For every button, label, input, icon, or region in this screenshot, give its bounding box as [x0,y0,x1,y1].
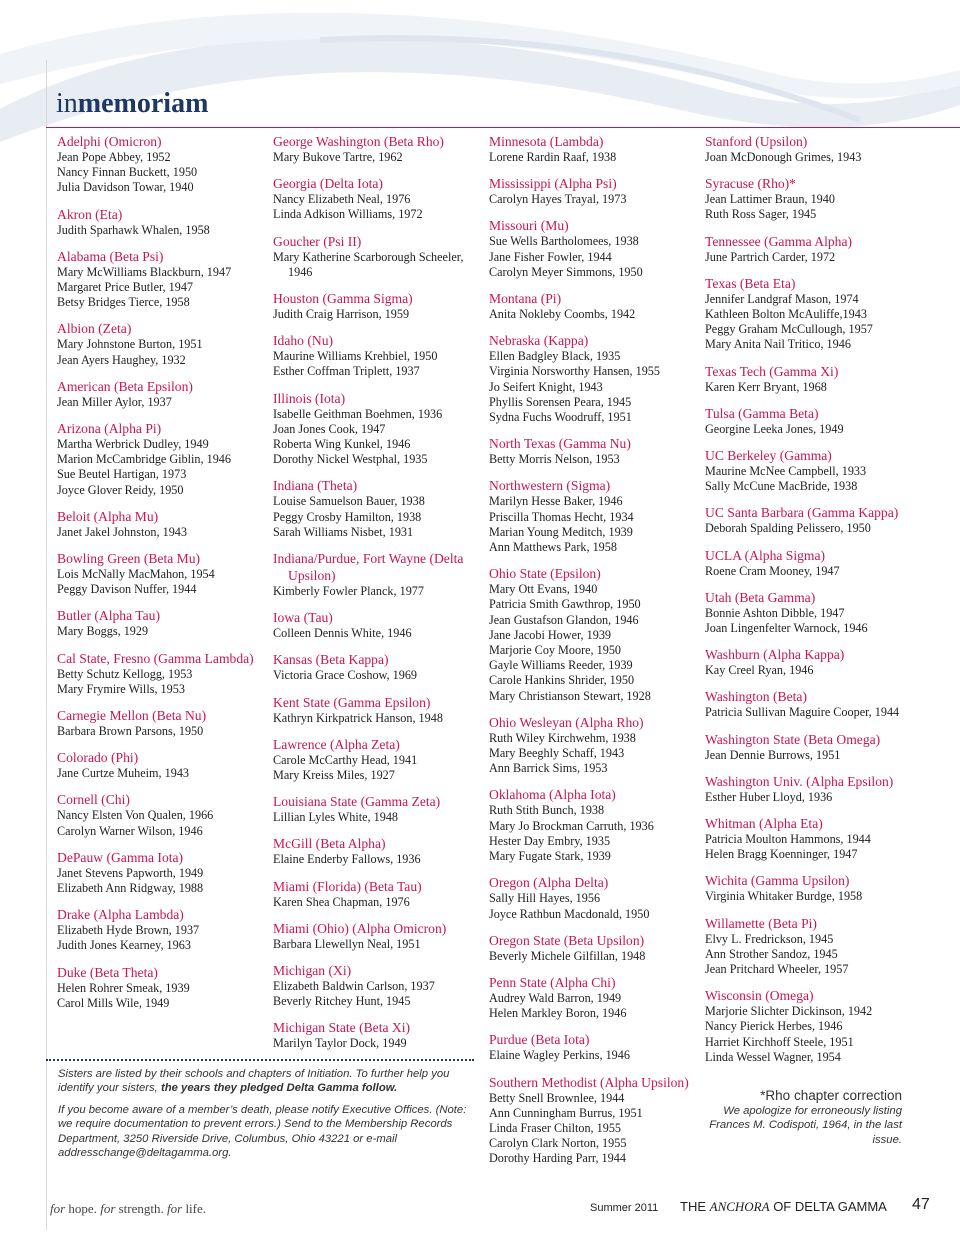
chapter-name: Whitman (Alpha Eta) [705,816,823,832]
chapter-block [273,290,479,322]
chapter-block [57,133,263,196]
chapter-name: Indiana (Theta) [273,478,358,494]
issue-season: Summer 2011 [590,1202,659,1214]
chapter-block [705,915,911,978]
member-entry: Kathleen Bolton McAuliffe,1943 [705,307,867,322]
chapter-block [489,565,695,704]
member-entry: Helen Markley Boron, 1946 [489,1006,627,1021]
chapter-name: Alabama (Beta Psi) [57,248,164,264]
member-entry: Dorothy Nickel Westphal, 1935 [273,452,428,467]
chapter-name: Carnegie Mellon (Beta Nu) [57,708,207,724]
chapter-name: Texas (Beta Eta) [705,275,796,291]
chapter-name: Adelphi (Omicron) [57,134,162,149]
member-entry: Carolyn Meyer Simmons, 1950 [489,264,643,279]
chapter-block [57,707,263,739]
chapter-block [57,508,263,540]
member-entry: Judith Craig Harrison, 1959 [273,307,410,322]
member-entry: Carolyn Warner Wilson, 1946 [57,823,203,838]
chapter-block [705,363,911,395]
chapter-name: Albion (Zeta) [57,321,132,337]
chapter-name: Washington Univ. (Alpha Epsilon) [705,773,894,789]
correction-title: *Rho chapter correction [760,1088,902,1103]
chapter-block [705,987,911,1065]
chapter-block [57,749,263,781]
member-entry: Lois McNally MacMahon, 1954 [57,567,215,582]
title-main: memoriam [77,88,209,119]
chapter-name: Idaho (Nu) [273,333,334,349]
chapter-name: Lawrence (Alpha Zeta) [273,736,400,752]
member-entry: Elaine Wagley Perkins, 1946 [489,1048,630,1063]
member-entry: Karen Shea Chapman, 1976 [273,894,410,909]
chapter-block [489,133,695,165]
chapter-block [489,477,695,555]
member-entry: Betty Schutz Kellogg, 1953 [57,666,193,681]
chapter-block [273,390,479,468]
chapter-name: Missouri (Mu) [489,218,569,234]
member-entry: Mary Boggs, 1929 [57,624,149,639]
footer-motto [50,1201,206,1217]
member-entry: Helen Bragg Koenninger, 1947 [705,847,858,862]
chapter-name: Willamette (Beta Pi) [705,915,817,931]
member-entry: Betty Morris Nelson, 1953 [489,452,620,467]
member-entry: Elvy L. Fredrickson, 1945 [705,931,834,946]
member-entry: Jean Gustafson Glandon, 1946 [489,612,639,627]
correction-notice [704,1088,902,1147]
chapter-name: Utah (Beta Gamma) [705,589,816,605]
chapter-name: UC Santa Barbara (Gamma Kappa) [705,505,899,521]
member-entry: Betsy Bridges Tierce, 1958 [57,295,190,310]
chapter-name: Purdue (Beta Iota) [489,1032,590,1048]
chapter-block [705,405,911,437]
member-entry: Linda Wessel Wagner, 1954 [705,1049,841,1064]
member-entry: Ruth Stith Bunch, 1938 [489,803,605,818]
member-entry: Colleen Dennis White, 1946 [273,626,412,641]
chapter-block [273,793,479,825]
member-entry: Marjorie Slichter Dickinson, 1942 [705,1004,873,1019]
title-prefix: in [56,88,78,119]
chapter-name: George Washington (Beta Rho) [273,134,444,149]
chapter-block [489,175,695,207]
chapter-name: Tennessee (Gamma Alpha) [705,233,853,249]
member-entry: Joyce Glover Reidy, 1950 [57,482,184,497]
chapter-name: Michigan State (Beta Xi) [273,1020,411,1036]
member-entry: Sarah Williams Nisbet, 1931 [273,524,414,539]
motto-part-6: life. [182,1201,207,1216]
chapter-name: Cornell (Chi) [57,792,130,808]
chapter-name: American (Beta Epsilon) [57,378,193,394]
member-entry: Peggy Crosby Hamilton, 1938 [273,509,422,524]
member-entry: Mary Jo Brockman Carruth, 1936 [489,818,654,833]
member-entry: Deborah Spalding Pelissero, 1950 [705,521,871,536]
chapter-block [705,815,911,862]
member-entry: Jane Fisher Fowler, 1944 [489,249,612,264]
member-entry: Karen Kerr Bryant, 1968 [705,379,827,394]
magazine-name [680,1199,887,1215]
member-entry: Audrey Wald Barron, 1949 [489,990,622,1005]
chapter-name: Penn State (Alpha Chi) [489,974,616,990]
chapter-name: Arizona (Alpha Pi) [57,421,162,437]
chapter-block [489,974,695,1021]
chapter-name: Beloit (Alpha Mu) [57,508,159,524]
member-entry: Mary Beeghly Schaff, 1943 [489,746,625,761]
member-entry: Georgine Leeka Jones, 1949 [705,421,844,436]
magazine-title: ANCHORA [709,1199,770,1214]
member-entry: Jean Pope Abbey, 1952 [57,150,171,164]
member-entry: Elizabeth Hyde Brown, 1937 [57,923,200,938]
member-entry: Marilyn Taylor Dock, 1949 [273,1036,407,1051]
chapter-block [57,206,263,238]
chapter-name: Texas Tech (Gamma Xi) [705,363,839,379]
chapter-name: Montana (Pi) [489,291,562,307]
member-entry: Ann Strother Sandoz, 1945 [705,946,838,961]
member-entry: Mary Anita Nail Tritico, 1946 [705,337,851,352]
chapter-block [489,290,695,322]
member-entry: Linda Adkison Williams, 1972 [273,207,423,222]
chapter-block [273,694,479,726]
chapter-block [489,435,695,467]
chapter-block [273,962,479,1009]
member-entry: Marilyn Hesse Baker, 1946 [489,494,623,509]
member-entry: Carol Mills Wile, 1949 [57,995,170,1010]
chapter-block [489,874,695,921]
member-entry: Kathryn Kirkpatrick Hanson, 1948 [273,710,443,725]
member-entry: Phyllis Sorensen Peara, 1945 [489,394,632,409]
page-number: 47 [912,1196,930,1213]
member-entry: Carole McCarthy Head, 1941 [273,752,418,767]
chapter-block [273,1019,479,1051]
member-entry: Elizabeth Baldwin Carlson, 1937 [273,979,435,994]
chapter-name: Wisconsin (Omega) [705,988,814,1004]
member-entry: Carole Hankins Shrider, 1950 [489,673,635,688]
chapter-name: Louisiana State (Gamma Zeta) [273,794,441,810]
chapter-block [57,849,263,896]
member-entry: Patricia Sullivan Maguire Cooper, 1944 [705,705,900,720]
chapter-block [57,650,263,697]
motto-part-3: for [100,1201,116,1216]
note-text: Sisters are listed by their schools and chapters of Initiation. To further help you identify your sisters, [58,1068,450,1095]
chapter-block [57,420,263,498]
member-entry: Virginia Norsworthy Hansen, 1955 [489,364,660,379]
member-entry: Ann Matthews Park, 1958 [489,540,617,555]
member-entry: Linda Fraser Chilton, 1955 [489,1120,622,1135]
chapter-name: Wichita (Gamma Upsilon) [705,873,850,889]
chapter-name: Ohio Wesleyan (Alpha Rho) [489,714,644,730]
member-entry: Nancy Elsten Von Qualen, 1966 [57,808,214,823]
chapter-name: Iowa (Tau) [273,610,333,626]
member-entry: Hester Day Embry, 1935 [489,833,611,848]
member-entry: Dorothy Harding Parr, 1944 [489,1151,626,1166]
note-paragraph-1 [58,1067,474,1096]
chapter-name: Mississippi (Alpha Psi) [489,176,617,192]
note-divider [46,1059,474,1061]
member-entry: Gayle Williams Reeder, 1939 [489,658,633,673]
chapter-name: Kent State (Gamma Epsilon) [273,694,431,710]
member-entry: Nancy Elizabeth Neal, 1976 [273,192,411,207]
member-entry: Sally Hill Hayes, 1956 [489,891,601,906]
chapter-name: Tulsa (Gamma Beta) [705,405,819,421]
member-entry: Barbara Llewellyn Neal, 1951 [273,936,421,951]
member-entry: Mary McWilliams Blackburn, 1947 [57,264,232,279]
member-entry: Patricia Moulton Hammons, 1944 [705,832,871,847]
member-entry: Maurine McNee Campbell, 1933 [705,464,867,479]
chapter-block [705,504,911,536]
member-entry: Julia Davidson Towar, 1940 [57,180,194,195]
member-entry: Lorene Rardin Raaf, 1938 [489,150,617,164]
member-entry: Jean Ayers Haughey, 1932 [57,352,186,367]
member-entry: Roberta Wing Kunkel, 1946 [273,437,411,452]
chapter-block [273,651,479,683]
chapter-block [489,332,695,425]
chapter-name: Indiana/Purdue, Fort Wayne (Delta Upsilon) [273,551,464,584]
chapter-block [705,447,911,494]
chapter-block [273,609,479,641]
member-entry: Judith Sparhawk Whalen, 1958 [57,222,210,237]
member-entry: Louise Samuelson Bauer, 1938 [273,494,425,509]
chapter-name: North Texas (Gamma Nu) [489,436,631,452]
member-entry: Beverly Michele Gilfillan, 1948 [489,948,646,963]
chapter-block [489,1031,695,1063]
motto-part-1: for [50,1201,66,1216]
member-entry: Harriet Kirchhoff Steele, 1951 [705,1034,854,1049]
chapter-block [489,786,695,864]
chapter-block [489,714,695,777]
chapter-block [705,688,911,720]
member-entry: Sue Beutel Hartigan, 1973 [57,467,187,482]
member-entry: Ellen Badgley Black, 1935 [489,349,621,364]
member-entry: Carolyn Hayes Trayal, 1973 [489,192,627,207]
member-entry: Helen Rohrer Smeak, 1939 [57,980,190,995]
member-entry: Marian Young Meditch, 1939 [489,524,633,539]
motto-part-4: strength. [115,1201,168,1216]
member-entry: Ann Barrick Sims, 1953 [489,761,608,776]
chapter-block [705,646,911,678]
chapter-name: UCLA (Alpha Sigma) [705,547,826,563]
member-entry: Mary Johnstone Burton, 1951 [57,337,203,352]
chapter-block [489,932,695,964]
member-entry: Mary Frymire Wills, 1953 [57,681,185,696]
chapter-block [489,1074,695,1167]
member-entry: Joan Lingenfelter Warnock, 1946 [705,621,868,636]
member-entry: Martha Werbrick Dudley, 1949 [57,437,209,452]
magazine-suffix: OF DELTA GAMMA [769,1199,887,1214]
member-entry: Barbara Brown Parsons, 1950 [57,724,204,739]
member-entry: Ruth Wiley Kirchwehm, 1938 [489,730,636,745]
column-3 [489,133,695,1177]
listing-note [58,1067,474,1167]
member-entry: Beverly Ritchey Hunt, 1945 [273,994,411,1009]
chapter-name: Oregon State (Beta Upsilon) [489,932,645,948]
member-entry: Elaine Enderby Fallows, 1936 [273,852,421,867]
chapter-name: Duke (Beta Theta) [57,964,158,980]
chapter-block [273,736,479,783]
chapter-name: Washington State (Beta Omega) [705,731,881,747]
member-entry: Jean Lattimer Braun, 1940 [705,192,835,207]
chapter-block [57,791,263,838]
note-emphasis: the years they pledged Delta Gamma follow. [160,1082,398,1095]
member-entry: Maurine Williams Krehbiel, 1950 [273,349,438,364]
chapter-name: Miami (Florida) (Beta Tau) [273,878,422,894]
member-entry: Betty Snell Brownlee, 1944 [489,1090,625,1105]
chapter-block [57,378,263,410]
chapter-name: Washington (Beta) [705,689,807,705]
member-entry: Jane Curtze Muheim, 1943 [57,766,190,781]
chapter-block [273,835,479,867]
chapter-name: DePauw (Gamma Iota) [57,849,184,865]
member-entry: Janet Stevens Papworth, 1949 [57,865,204,880]
chapter-name: Michigan (Xi) [273,963,352,979]
chapter-block [705,233,911,265]
member-entry: Jennifer Landgraf Mason, 1974 [705,291,859,306]
member-entry: Nancy Finnan Buckett, 1950 [57,165,198,180]
member-entry: Mary Ott Evans, 1940 [489,582,598,597]
chapter-block [57,964,263,1011]
member-entry: Jean Miller Aylor, 1937 [57,394,172,409]
chapter-name: Akron (Eta) [57,206,123,222]
chapter-name: Georgia (Delta Iota) [273,176,383,192]
member-entry: Esther Coffman Triplett, 1937 [273,364,420,379]
member-entry: Jean Dennie Burrows, 1951 [705,747,841,762]
member-entry: Joyce Rathbun Macdonald, 1950 [489,906,650,921]
member-entry: Mary Christianson Stewart, 1928 [489,688,651,703]
chapter-name: Butler (Alpha Tau) [57,608,160,624]
member-entry: Mary Bukove Tartre, 1962 [273,150,403,164]
chapter-name: Syracuse (Rho)* [705,176,796,192]
member-entry: Elizabeth Ann Ridgway, 1988 [57,881,204,896]
member-entry: June Partrich Carder, 1972 [705,249,836,264]
chapter-block [705,133,911,165]
member-entry: Roene Cram Mooney, 1947 [705,563,840,578]
correction-body: We apologize for erroneously listing Frances M. Codispoti, 1964, in the last issue. [709,1105,902,1146]
member-entry: Priscilla Thomas Hecht, 1934 [489,509,634,524]
member-entry: Victoria Grace Coshow, 1969 [273,668,418,683]
member-entry: Joan Jones Cook, 1947 [273,421,386,436]
chapter-name: Oklahoma (Alpha Iota) [489,787,616,803]
chapter-block [273,133,479,165]
chapter-name: Colorado (Phi) [57,750,139,766]
chapter-name: Southern Methodist (Alpha Upsilon) [489,1074,689,1090]
chapter-block [705,731,911,763]
member-entry: Carolyn Clark Norton, 1955 [489,1136,627,1151]
member-entry: Judith Jones Kearney, 1963 [57,938,191,953]
chapter-block [273,332,479,379]
member-entry: Nancy Pierick Herbes, 1946 [705,1019,843,1034]
motto-part-5: for [167,1201,183,1216]
chapter-name: Goucher (Psi II) [273,233,362,249]
chapter-block [705,547,911,579]
chapter-name: Miami (Ohio) (Alpha Omicron) [273,920,447,936]
member-entry: Isabelle Geithman Boehmen, 1936 [273,406,443,421]
member-entry: Peggy Davison Nuffer, 1944 [57,582,197,597]
column-2 [273,133,479,1062]
chapter-name: Houston (Gamma Sigma) [273,291,413,307]
member-entry: Marjorie Coy Moore, 1950 [489,643,622,658]
member-entry: Patricia Smith Gawthrop, 1950 [489,597,641,612]
chapter-name: Bowling Green (Beta Mu) [57,551,201,567]
member-entry: Kay Creel Ryan, 1946 [705,663,814,678]
chapter-block [705,773,911,805]
chapter-block [273,550,479,599]
member-entry: Mary Kreiss Miles, 1927 [273,768,395,783]
member-entry: Joan McDonough Grimes, 1943 [705,150,862,164]
member-entry: Jane Jacobi Hower, 1939 [489,627,612,642]
left-margin-rule [46,60,47,1230]
member-entry: Mary Katherine Scarborough Scheeler, 1946 [273,249,464,279]
chapter-block [273,878,479,910]
chapter-block [705,872,911,904]
chapter-block [489,217,695,280]
chapter-name: Minnesota (Lambda) [489,134,604,149]
chapter-block [57,550,263,597]
member-entry: Lillian Lyles White, 1948 [273,810,399,825]
chapter-block [57,906,263,953]
chapter-name: Illinois (Iota) [273,390,346,406]
page-title [56,86,208,122]
member-entry: Esther Huber Lloyd, 1936 [705,789,833,804]
chapter-block [705,275,911,353]
member-entry: Anita Nokleby Coombs, 1942 [489,307,636,322]
magazine-prefix: THE [680,1199,710,1214]
chapter-block [705,175,911,222]
chapter-name: Stanford (Upsilon) [705,134,808,149]
note-paragraph-2: If you become aware of a member’s death, please notify Executive Offices. (Note: we require documentation to prevent errors.) Send to the Membership Records Department, 3250 Riverside Drive, Columbus, Ohio 43221 or e-mail addresschange@deltagamma.org. [58,1103,467,1160]
chapter-name: Drake (Alpha Lambda) [57,907,184,923]
column-1 [57,133,263,1021]
member-entry: Janet Jakel Johnston, 1943 [57,524,187,539]
chapter-block [273,477,479,540]
chapter-name: UC Berkeley (Gamma) [705,448,832,464]
member-entry: Jean Pritchard Wheeler, 1957 [705,962,849,977]
chapter-name: Ohio State (Epsilon) [489,566,601,582]
chapter-name: McGill (Beta Alpha) [273,836,386,852]
motto-part-2: hope. [65,1201,101,1216]
column-4 [705,133,911,1075]
chapter-name: Northwestern (Sigma) [489,478,611,494]
chapter-block [57,607,263,639]
chapter-block [705,589,911,636]
member-entry: Sue Wells Bartholomees, 1938 [489,234,639,249]
chapter-block [273,920,479,952]
member-entry: Bonnie Ashton Dibble, 1947 [705,605,845,620]
member-entry: Marion McCambridge Giblin, 1946 [57,452,231,467]
chapter-name: Kansas (Beta Kappa) [273,652,389,668]
member-entry: Jo Seifert Knight, 1943 [489,379,603,394]
member-entry: Ruth Ross Sager, 1945 [705,207,817,222]
member-entry: Virginia Whitaker Burdge, 1958 [705,889,863,904]
member-entry: Sydna Fuchs Woodruff, 1951 [489,410,632,425]
member-entry: Kimberly Fowler Planck, 1977 [273,584,424,599]
chapter-block [57,320,263,367]
chapter-name: Cal State, Fresno (Gamma Lambda) [57,650,254,666]
member-entry: Mary Fugate Stark, 1939 [489,849,611,864]
member-entry: Margaret Price Butler, 1947 [57,280,194,295]
chapter-block [273,233,479,280]
member-entry: Peggy Graham McCullough, 1957 [705,322,873,337]
chapter-block [273,175,479,222]
chapter-block [57,248,263,311]
header-rule [46,127,960,128]
chapter-name: Nebraska (Kappa) [489,333,589,349]
chapter-name: Washburn (Alpha Kappa) [705,647,845,663]
member-entry: Ann Cunningham Burrus, 1951 [489,1105,643,1120]
chapter-name: Oregon (Alpha Delta) [489,875,609,891]
member-entry: Sally McCune MacBride, 1938 [705,479,858,494]
